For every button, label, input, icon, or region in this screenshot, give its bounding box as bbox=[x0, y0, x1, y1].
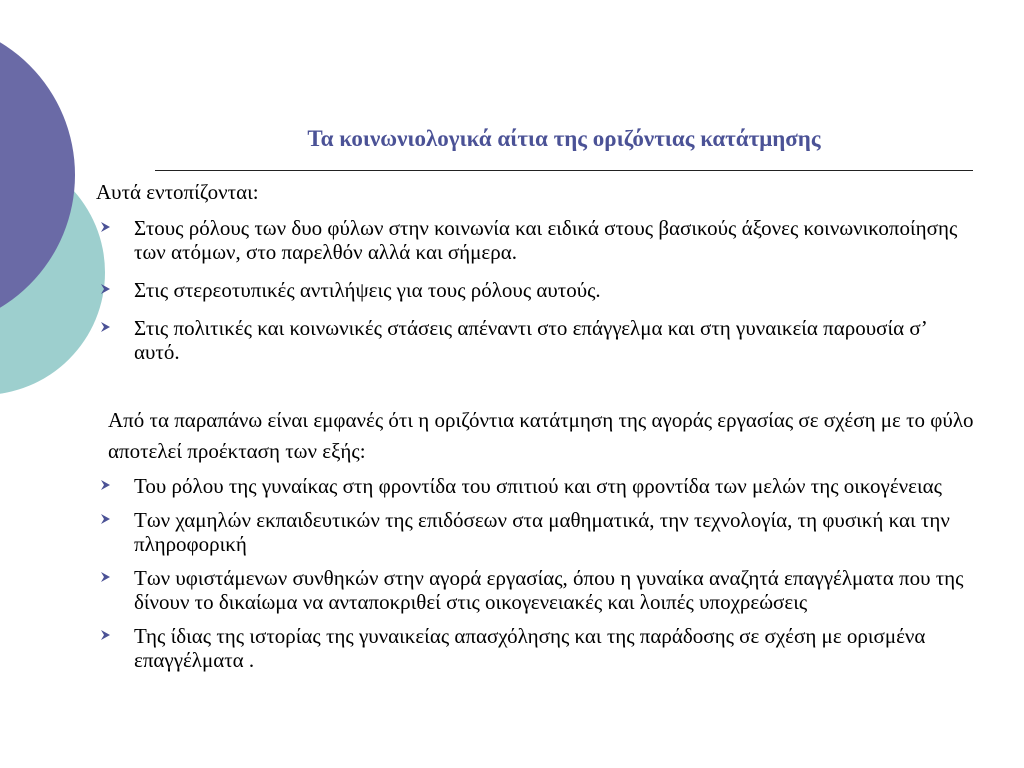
list-item-text: Στους ρόλους των δυο φύλων στην κοινωνία και ειδικά στους βασικούς άξονες κοινωνικοποίησης των ατόμων, στο παρελθόν αλλά και σήμερα. bbox=[134, 216, 958, 264]
bullet-list-2 bbox=[96, 474, 976, 682]
list-item bbox=[96, 278, 976, 302]
list-item bbox=[96, 216, 976, 264]
summary-paragraph: Από τα παραπάνω είναι εμφανές ότι η οριζόντια κατάτμηση της αγοράς εργασίας σε σχέση με το φύλο αποτελεί προέκταση των εξής: bbox=[108, 408, 974, 463]
arrow-bullet-icon bbox=[100, 321, 111, 333]
list-item-text: Των υφιστάμενων συνθηκών στην αγορά εργασίας, όπου η γυναίκα αναζητά επαγγέλματα που της δίνουν το δικαίωμα να ανταποκριθεί στις οικογενειακές και λοιπές υποχρεώσεις bbox=[134, 566, 964, 614]
arrow-bullet-icon bbox=[100, 283, 111, 295]
list-item-text: Στις πολιτικές και κοινωνικές στάσεις απέναντι στο επάγγελμα και στη γυναικεία παρουσία σ’ αυτό. bbox=[134, 316, 927, 364]
list-item-text: Των χαμηλών εκπαιδευτικών της επιδόσεων στα μαθηματικά, την τεχνολογία, τη φυσική και την πληροφορική bbox=[134, 508, 950, 556]
list-item bbox=[96, 316, 976, 364]
list-item-text: Στις στερεοτυπικές αντιλήψεις για τους ρόλους αυτούς. bbox=[134, 278, 601, 302]
title-underline bbox=[155, 170, 973, 171]
list-item bbox=[96, 566, 976, 614]
bullet-list-1 bbox=[96, 216, 976, 378]
list-item bbox=[96, 624, 976, 672]
arrow-bullet-icon bbox=[100, 479, 111, 491]
list-item-text: Του ρόλου της γυναίκας στη φροντίδα του σπιτιού και στη φροντίδα των μελών της οικογένειας bbox=[134, 474, 942, 498]
arrow-bullet-icon bbox=[100, 221, 111, 233]
list-item bbox=[96, 508, 976, 556]
list-item bbox=[96, 474, 976, 498]
slide-title: Τα κοινωνιολογικά αίτια της οριζόντιας κατάτμησης bbox=[307, 126, 821, 151]
arrow-bullet-icon bbox=[100, 513, 111, 525]
intro-text: Αυτά εντοπίζονται: bbox=[96, 180, 259, 204]
arrow-bullet-icon bbox=[100, 629, 111, 641]
list-item-text: Της ίδιας της ιστορίας της γυναικείας απασχόλησης και της παράδοσης σε σχέση με ορισμένα επαγγέλματα . bbox=[134, 624, 926, 672]
arrow-bullet-icon bbox=[100, 571, 111, 583]
